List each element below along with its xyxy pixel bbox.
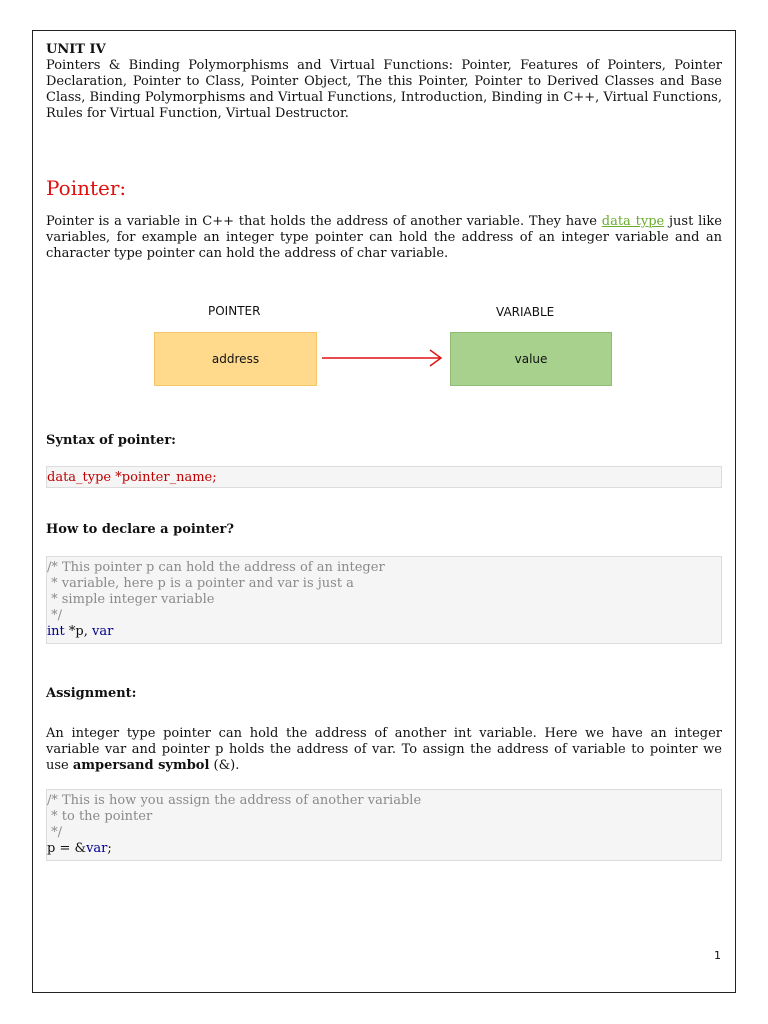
document-content [46, 42, 722, 861]
assignment-text-start: An integer type pointer can hold the address of another int variable. Here we have an integer variable var and pointer p holds the address of var. To assign the address of variable to pointer we use [46, 726, 722, 773]
assignment-paragraph [46, 726, 722, 774]
pointer-diagram [46, 288, 722, 433]
pointer-label: POINTER [208, 304, 261, 318]
assignment-code-start: p = & [47, 841, 87, 856]
declare-code-line [47, 624, 721, 640]
syntax-code-box [46, 466, 722, 488]
pointer-intro [46, 214, 722, 262]
ampersand-bold-text: ampersand symbol [72, 758, 210, 773]
arrow-icon [320, 346, 446, 370]
assignment-code-line [47, 841, 721, 857]
declare-comment-line: /* This pointer p can hold the address of an integer [47, 560, 385, 575]
data-type-link[interactable]: data type [601, 214, 665, 229]
declare-comment-line: */ [47, 608, 63, 623]
int-keyword: int [47, 624, 65, 639]
assignment-comment-line: */ [47, 825, 63, 840]
variable-box-text: value [514, 352, 548, 366]
page-number: 1 [714, 949, 721, 962]
declare-heading: How to declare a pointer? [46, 522, 234, 537]
assignment-text-end: (&). [209, 758, 240, 773]
var-keyword: var [91, 624, 114, 639]
var-keyword: var [86, 841, 108, 856]
unit-topics: Pointers & Binding Polymorphisms and Virtual Functions: Pointer, Features of Pointers, Pointer Declaration, Pointer to Class, Pointer Object, The this Pointer, Pointer to Derived Classes and Base Class, Binding Polymorphisms and Virtual Functions, Introduction, Binding in C++, Virtual Functions, Rules for Virtual Function, Virtual Destructor. [46, 58, 722, 121]
intro-text-start: Pointer is a variable in C++ that holds the address of another variable. They have [46, 214, 602, 229]
declare-comment-line: * simple integer variable [47, 592, 215, 607]
pointer-box-text: address [211, 352, 260, 366]
declare-code-mid: *p, [64, 624, 92, 639]
assignment-code-box [46, 789, 722, 861]
syntax-heading: Syntax of pointer: [46, 433, 176, 448]
pointer-heading: Pointer: [46, 176, 127, 200]
assignment-comment-line: * to the pointer [47, 809, 153, 824]
pointer-box [154, 332, 317, 386]
assignment-comment-line: /* This is how you assign the address of another variable [47, 793, 422, 808]
assignment-code-end: ; [107, 841, 112, 856]
declare-comment-line: * variable, here p is a pointer and var is just a [47, 576, 354, 591]
unit-title: UNIT IV [46, 42, 106, 57]
variable-label: VARIABLE [496, 305, 555, 319]
intro-text-end: just like variables, for example an integer type pointer can hold the address of an integer variable and an character type pointer can hold the address of char variable. [46, 214, 723, 261]
variable-box [450, 332, 612, 386]
syntax-code: data_type *pointer_name; [47, 470, 217, 485]
declare-code-box [46, 556, 722, 644]
assignment-heading: Assignment: [46, 686, 137, 701]
